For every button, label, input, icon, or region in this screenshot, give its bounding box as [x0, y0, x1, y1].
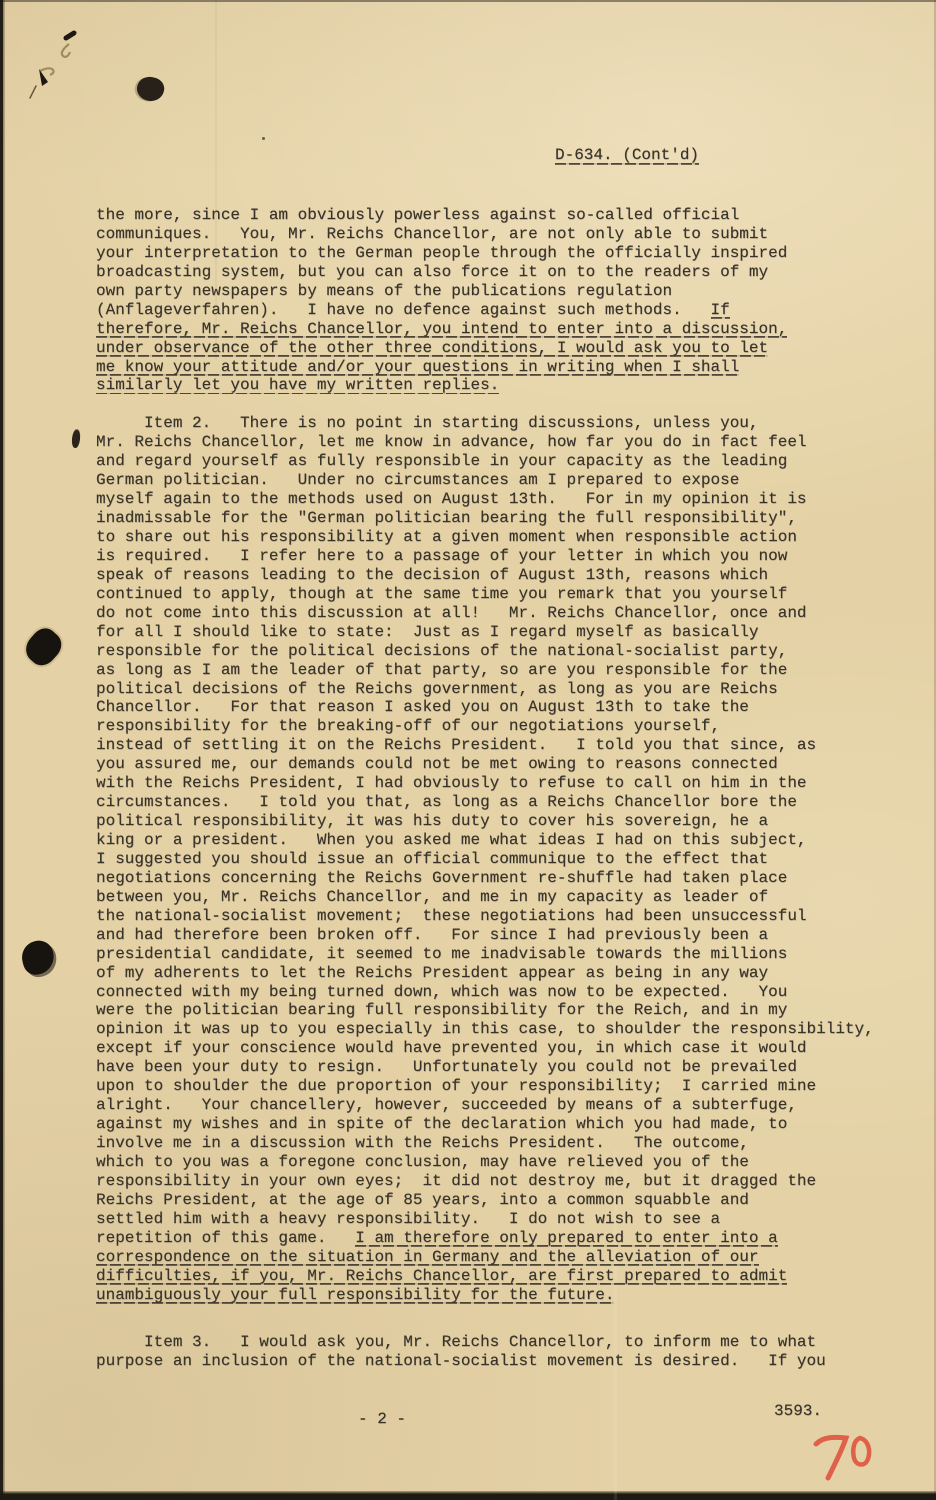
text-line: [96, 812, 874, 831]
margin-ink-tick: [71, 430, 81, 449]
text-line: [96, 1333, 874, 1352]
text-line: [96, 585, 874, 604]
pen-scribble-mark: [22, 24, 92, 114]
text-segment: broadcasting system, but you can also force it on to the readers of my: [96, 262, 769, 281]
underlined-text-segment: therefore, Mr. Reichs Chancellor, you intend to enter into a discussion,: [96, 319, 788, 338]
item-3-paragraph: [96, 1333, 874, 1371]
text-line: [96, 793, 874, 812]
text-line: [96, 528, 874, 547]
text-line: [96, 661, 874, 680]
text-line: [96, 1020, 874, 1039]
text-line: [96, 1058, 874, 1077]
text-line: [96, 1229, 874, 1248]
text-line: [96, 1248, 874, 1267]
text-segment: continued to apply, though at the same time you remark that you yourself: [96, 584, 788, 603]
text-line: [96, 888, 874, 907]
text-segment: repetition of this game.: [96, 1228, 356, 1247]
underlined-text-segment: me know your attitude and/or your questions in writing when I shall: [96, 357, 740, 376]
text-segment: except if your conscience would have prevented you, in which case it would: [96, 1039, 807, 1058]
text-segment: involve me in a discussion with the Reichs President. The outcome,: [96, 1134, 749, 1152]
scan-edge-top: [0, 0, 936, 2]
text-line: [96, 1267, 874, 1286]
text-line: [96, 1172, 874, 1191]
underlined-text-segment: similarly let you have my written replies.: [96, 376, 500, 395]
text-line: [96, 736, 874, 755]
text-segment: myself again to the methods used on August 13th. For in my opinion it is: [96, 490, 807, 509]
text-line: [96, 358, 874, 377]
text-line: [96, 414, 874, 433]
underlined-text-segment: If: [710, 300, 730, 319]
scan-edge-left: [0, 0, 5, 1500]
text-line: [96, 206, 874, 225]
text-line: [96, 566, 874, 585]
text-line: [96, 907, 874, 926]
text-line: [96, 1096, 874, 1115]
text-line: [96, 1077, 874, 1096]
text-segment: which to you was a foregone conclusion, may have relieved you of the: [96, 1152, 749, 1171]
text-line: [96, 964, 874, 983]
text-segment: against my wishes and in spite of the declaration which you had made, to: [96, 1115, 788, 1134]
underlined-text-segment: correspondence on the situation in Germany and the alleviation of our: [96, 1247, 759, 1266]
text-line: [96, 1352, 874, 1371]
text-segment: (Anflageverfahren). I have no defence against such methods.: [96, 300, 711, 319]
text-segment: Reichs President, at the age of 85 years, into a common squabble and: [96, 1190, 749, 1209]
item-2-paragraph: [96, 414, 874, 1304]
text-segment: purpose an inclusion of the national-socialist movement is desired. If you: [96, 1352, 826, 1371]
text-segment: Chancellor. For that reason I asked you on August 13th to take the: [96, 698, 749, 717]
text-segment: I suggested you should issue an official communique to the effect that: [96, 849, 769, 868]
text-segment: have been your duty to resign. Unfortunately you could not be prevailed: [96, 1058, 797, 1077]
text-segment: for all I should like to state: Just as I regard myself as basically: [96, 622, 759, 641]
punch-hole-mark-bottom: [18, 938, 57, 978]
scan-edge-bottom: [0, 1491, 936, 1500]
text-segment: German politician. Under no circumstances am I prepared to expose: [96, 471, 740, 490]
text-line: [96, 1210, 874, 1229]
text-segment: as long as I am the leader of that party, so are you responsible for the: [96, 660, 788, 679]
text-line: [96, 604, 874, 623]
text-line: [96, 698, 874, 717]
ink-blot: [134, 74, 166, 104]
text-segment: responsibility for the breaking-off of our negotiations yourself,: [96, 717, 721, 736]
handwritten-page-number: [808, 1428, 880, 1486]
text-line: [96, 1153, 874, 1172]
text-segment: instead of settling it on the Reichs President. I told you that since, as: [96, 736, 817, 755]
text-line: [96, 774, 874, 793]
underlined-text-segment: under observance of the other three conditions, I would ask you to let: [96, 338, 769, 357]
underlined-text-segment: I am therefore only prepared to enter into a: [355, 1228, 778, 1247]
text-line: [96, 225, 874, 244]
text-segment: with the Reichs President, I had obviously to refuse to call on him in the: [96, 774, 807, 793]
text-segment: upon to shoulder the due proportion of your responsibility; I carried mine: [96, 1077, 817, 1096]
text-line: [96, 471, 874, 490]
text-line: [96, 680, 874, 699]
text-segment: political decisions of the Reichs government, as long as you are Reichs: [96, 679, 778, 698]
text-line: [96, 1286, 874, 1305]
underlined-text-segment: difficulties, if you, Mr. Reichs Chancellor, are first prepared to admit: [96, 1266, 788, 1285]
text-segment: of my adherents to let the Reichs President appear as being in any way: [96, 963, 769, 982]
text-line: [96, 301, 874, 320]
text-line: [96, 869, 874, 888]
punch-hole-mark-top: [20, 623, 67, 670]
doc-number-heading: D-634. (Cont'd): [555, 146, 700, 164]
text-line: [96, 1039, 874, 1058]
text-segment: communiques. You, Mr. Reichs Chancellor, are not only able to submit: [96, 224, 769, 243]
text-segment: own party newspapers by means of the publications regulation: [96, 281, 673, 300]
text-line: [96, 433, 874, 452]
text-segment: inadmissable for the "German politician bearing the full responsibility",: [96, 509, 797, 528]
text-segment: negotiations concerning the Reichs Government re-shuffle had taken place: [96, 868, 788, 887]
text-line: [96, 755, 874, 774]
text-segment: do not come into this discussion at all! Mr. Reichs Chancellor, once and: [96, 603, 807, 622]
text-segment: connected with my being turned down, which was now to be expected. You: [96, 982, 788, 1001]
text-segment: circumstances. I told you that, as long as a Reichs Chancellor bore the: [96, 793, 797, 812]
text-line: [96, 320, 874, 339]
text-line: [96, 623, 874, 642]
text-segment: the national-socialist movement; these negotiations had been unsuccessful: [96, 906, 807, 925]
text-column: [96, 206, 874, 1371]
text-line: [96, 831, 874, 850]
text-line: [96, 509, 874, 528]
text-line: [96, 926, 874, 945]
text-line: [96, 945, 874, 964]
text-line: [96, 490, 874, 509]
text-line: [96, 983, 874, 1002]
text-line: [96, 376, 874, 395]
text-segment: settled him with a heavy responsibility. I do not wish to see a: [96, 1209, 721, 1228]
text-line: [96, 850, 874, 869]
text-segment: speak of reasons leading to the decision of August 13th, reasons which: [96, 565, 769, 584]
text-segment: your interpretation to the German people through the officially inspired: [96, 243, 788, 262]
text-segment: Item 3. I would ask you, Mr. Reichs Chancellor, to inform me to what: [96, 1333, 817, 1352]
text-line: [96, 642, 874, 661]
text-segment: political responsibility, it was his duty to cover his sovereign, he a: [96, 812, 769, 831]
text-line: [96, 1001, 874, 1020]
text-line: [96, 547, 874, 566]
text-line: [96, 1115, 874, 1134]
text-segment: and regard yourself as fully responsible in your capacity as the leading: [96, 452, 788, 471]
text-segment: responsible for the political decisions of the national-socialist party,: [96, 641, 788, 660]
text-segment: Item 2. There is no point in starting discussions, unless you,: [96, 414, 759, 433]
page-number: - 2 -: [358, 1410, 407, 1428]
text-segment: Mr. Reichs Chancellor, let me know in advance, how far you do in fact feel: [96, 433, 807, 452]
opening-paragraph: [96, 206, 874, 395]
text-line: [96, 1134, 874, 1153]
text-segment: to share out his responsibility at a given moment when responsible action: [96, 528, 797, 546]
text-segment: king or a president. When you asked me what ideas I had on this subject,: [96, 831, 807, 849]
text-line: [96, 282, 874, 301]
stamp-number: 3593.: [774, 1402, 823, 1420]
text-segment: between you, Mr. Reichs Chancellor, and me in my capacity as leader of: [96, 887, 769, 906]
text-line: [96, 244, 874, 263]
text-segment: opinion it was up to you especially in this case, to shoulder the responsibility,: [96, 1020, 874, 1039]
text-line: [96, 263, 874, 282]
text-line: [96, 1191, 874, 1210]
text-segment: is required. I refer here to a passage of your letter in which you now: [96, 546, 788, 565]
text-segment: alright. Your chancellery, however, succeeded by means of a subterfuge,: [96, 1096, 797, 1115]
text-segment: and had therefore been broken off. For since I had previously been a: [96, 925, 769, 944]
text-segment: the more, since I am obviously powerless against so-called official: [96, 206, 740, 224]
text-line: [96, 452, 874, 471]
text-line: [96, 339, 874, 358]
text-segment: were the politician bearing full responsibility for the Reich, and in my: [96, 1001, 788, 1020]
text-segment: responsibility in your own eyes; it did not destroy me, but it dragged the: [96, 1171, 817, 1190]
text-line: [96, 717, 874, 736]
underlined-text-segment: unambiguously your full responsibility for the future.: [96, 1285, 615, 1304]
ink-speck: [262, 137, 265, 140]
text-segment: you assured me, our demands could not be met owing to reasons connected: [96, 755, 778, 774]
text-segment: presidential candidate, it seemed to me inadvisable towards the millions: [96, 944, 788, 963]
